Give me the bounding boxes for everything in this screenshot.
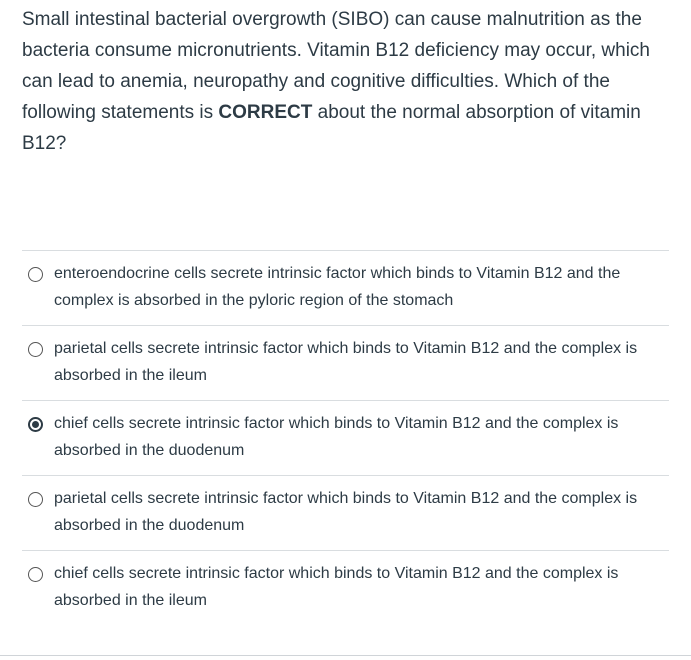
answer-option-3[interactable] (22, 400, 669, 475)
answer-option-5[interactable] (22, 550, 669, 625)
radio-button-icon[interactable] (28, 267, 43, 282)
answer-label[interactable]: parietal cells secrete intrinsic factor which binds to Vitamin B12 and the complex is absorbed in the duodenum (54, 490, 638, 534)
question-emphasis: CORRECT (218, 102, 313, 123)
bottom-divider (0, 655, 691, 656)
radio-selected-icon[interactable] (28, 417, 43, 432)
question-text-before: Small intestinal bacterial overgrowth (SIBO) can cause malnutrition as the bacteria consume micronutrients. Vitamin B12 deficiency may occur, which can lead to anemia, neuropathy and cognitive difficulties. Which of the following statements is (22, 9, 650, 123)
answer-option-2[interactable] (22, 325, 669, 400)
question-text (22, 4, 677, 159)
radio-button-icon[interactable] (28, 492, 43, 507)
answer-option-1[interactable] (22, 250, 669, 325)
answer-label[interactable]: parietal cells secrete intrinsic factor which binds to Vitamin B12 and the complex is absorbed in the ileum (54, 340, 638, 384)
radio-button-icon[interactable] (28, 342, 43, 357)
answer-label[interactable]: enteroendocrine cells secrete intrinsic factor which binds to Vitamin B12 and the complex is absorbed in the pyloric region of the stomach (54, 265, 621, 309)
answer-label[interactable]: chief cells secrete intrinsic factor which binds to Vitamin B12 and the complex is absorbed in the duodenum (54, 415, 619, 459)
radio-button-icon[interactable] (28, 567, 43, 582)
answer-label[interactable]: chief cells secrete intrinsic factor which binds to Vitamin B12 and the complex is absorbed in the ileum (54, 565, 619, 609)
answer-list (22, 250, 669, 625)
question-text-after: about the normal absorption of vitamin B12? (22, 102, 641, 154)
answer-option-4[interactable] (22, 475, 669, 550)
